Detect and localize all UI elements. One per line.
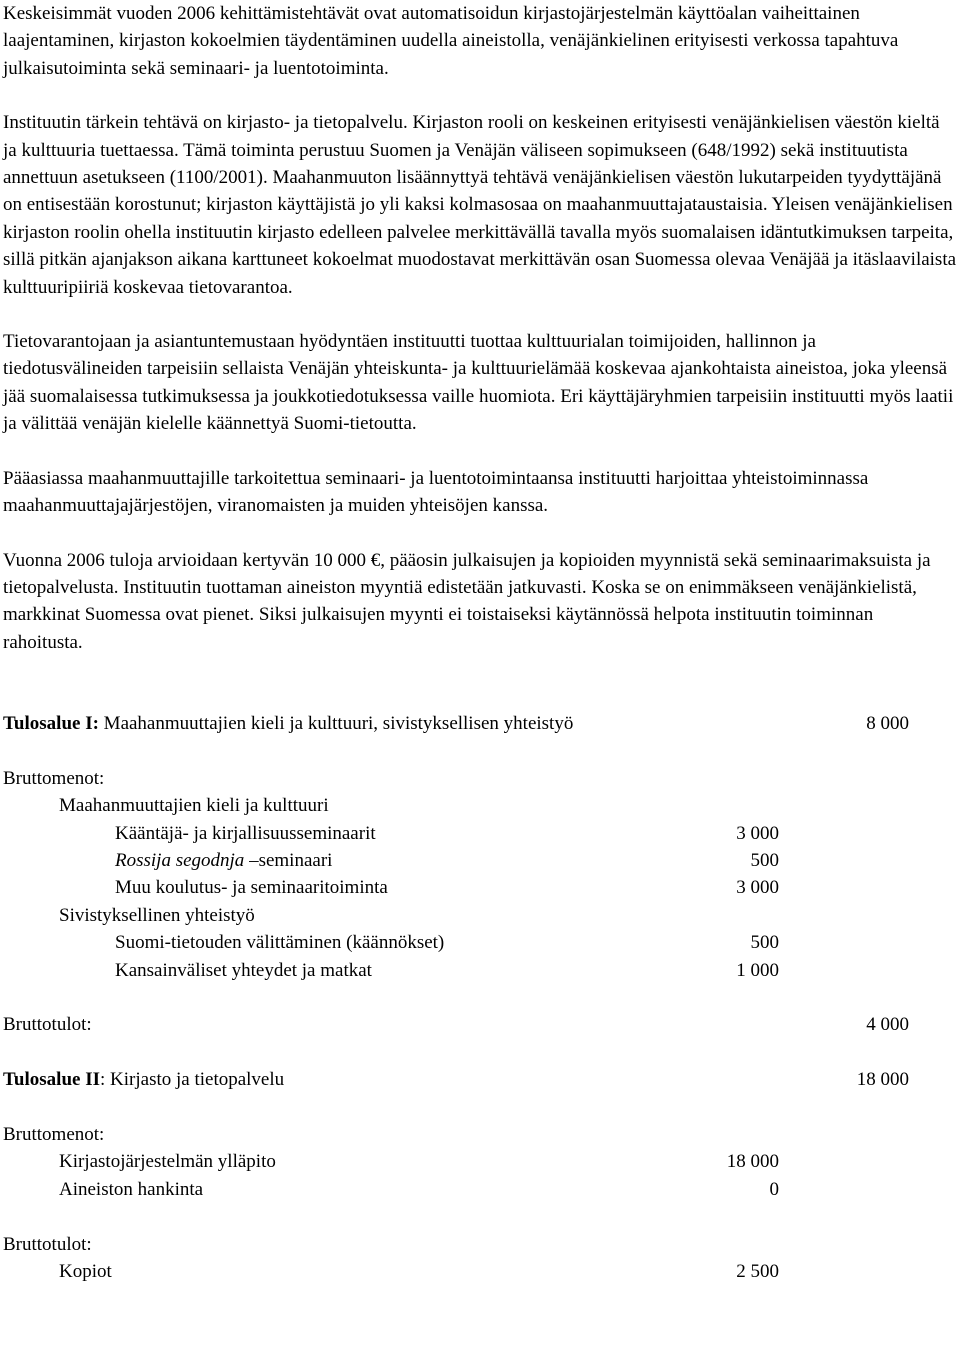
expense-row: [3, 1148, 957, 1175]
result-area-2-heading: [3, 1066, 957, 1093]
result-area-2-total: 18 000: [856, 1069, 909, 1091]
paragraph-library-role: Instituutin tärkein tehtävä on kirjasto- ja tietopalvelu. Kirjaston rooli on keskeinen erityisesti venäjänkielisen väestön kieltä ja kulttuuria tuettaessa. Tämä toiminta perustuu Suomen ja Venäjän väliseen sopimukseen (648/1992) sekä instituutista annettuun asetukseen (1100/2001). Maahanmuuton lisäännyttyä tehtävä venäjänkielisen väestön lukutarpeiden tyydyttäjänä on entisestään korostunut; kirjaston käyttäjistä jo yli kaksi kolmasosaa on maahanmuuttajataustaisia. Yleisen venäjänkielisen kirjaston roolin ohella instituutin kirjasto edelleen palvelee merkittävällä tavalla myös suomalaisen idäntutkimuksen tarpeita, sillä pitkän ajanjakson aikana karttuneet kokoelmat muodostavat merkittävän osan Suomessa olevaa Venäjää ja itäslaavilaista kulttuuripiiriä koskevaa tietovarantoa.: [3, 112, 957, 298]
paragraph-seminars: Pääasiassa maahanmuuttajille tarkoitettua seminaari- ja luentotoimintaansa instituutti harjoittaa yhteistoiminnassa maahanmuuttajajärjestöjen, viranomaisten ja muiden yhteisöjen kanssa.: [3, 467, 869, 517]
income-amount: 2 500: [736, 1260, 779, 1282]
income-total: 4 000: [866, 1014, 909, 1036]
expense-row: [3, 874, 957, 901]
expense-label: Suomi-tietouden välittäminen (käännökset): [115, 932, 445, 954]
expense-row: [3, 1176, 957, 1203]
expense-label: Aineiston hankinta: [59, 1178, 204, 1200]
result-area-2-income-label: Bruttotulot:: [3, 1233, 92, 1255]
expense-label: Kirjastojärjestelmän ylläpito: [59, 1151, 276, 1173]
paragraph-income: Vuonna 2006 tuloja arvioidaan kertyvän 10 000 €, pääosin julkaisujen ja kopioiden myynnistä sekä seminaarimaksuista ja tietopalvelusta. Instituutin tuottaman aineiston myyntiä edistetään jatkuvasti. Koska se on enimmäkseen venäjänkielistä, markkinat Suomessa ovat pienet. Siksi julkaisujen myynti ei toistaiseksi käytännössä helpota instituutin toiminnan rahoitusta.: [3, 549, 931, 653]
expense-row: [3, 929, 957, 956]
result-area-1-income: Bruttotulot: 4 000: [3, 1011, 957, 1038]
document-page: [3, 0, 957, 1285]
result-area-1-expenses-label: Bruttomenot:: [3, 767, 105, 789]
income-label: Kopiot: [59, 1260, 112, 1282]
result-area-2-title: Tulosalue II: Kirjasto ja tietopalvelu: [3, 1069, 285, 1091]
expense-label: Rossija segodnja –seminaari: [115, 850, 333, 872]
result-area-1-title: Tulosalue I: Maahanmuuttajien kieli ja kulttuuri, sivistyksellisen yhteistyö: [3, 713, 574, 735]
expense-label: Kansainväliset yhteydet ja matkat: [115, 959, 372, 981]
result-area-1-total: 8 000: [866, 713, 909, 735]
income-row: [3, 1258, 957, 1285]
expense-amount: 3 000: [736, 822, 779, 844]
expense-label: Kääntäjä- ja kirjallisuusseminaarit: [115, 822, 376, 844]
result-area-1-heading: [3, 710, 957, 737]
expense-amount: 500: [750, 932, 779, 954]
expense-amount: 3 000: [736, 877, 779, 899]
expense-amount: 1 000: [736, 959, 779, 981]
expense-amount: 500: [750, 850, 779, 872]
expense-label: Muu koulutus- ja seminaaritoiminta: [115, 877, 388, 899]
expense-group-cultural-cooperation: Sivistyksellinen yhteistyö: [59, 904, 255, 926]
budget-section: [3, 710, 957, 1285]
expense-row: [3, 957, 957, 984]
paragraph-development-tasks: Keskeisimmät vuoden 2006 kehittämistehtävät ovat automatisoidun kirjastojärjestelmän käyttöalan vaiheittainen laajentaminen, kirjaston kokoelmien täydentäminen uudella aineistolla, venäjänkielinen erityisesti verkossa tapahtuva julkaisutoiminta sekä seminaari- ja luentotoiminta.: [3, 3, 899, 79]
expense-group-immigrant-language: Maahanmuuttajien kieli ja kulttuuri: [59, 795, 329, 817]
expense-amount: 0: [769, 1178, 779, 1200]
expense-row: [3, 847, 957, 874]
paragraph-information-resources: Tietovarantojaan ja asiantuntemustaan hyödyntäen instituutti tuottaa kulttuurialan toimijoiden, hallinnon ja tiedotusvälineiden tarpeisiin sellaista Venäjän yhteiskunta- ja kulttuurielämää koskevaa ajankohtaista aineistoa, joka yleensä jää suomalaisessa tutkimuksessa ja joukkotiedotuksessa vaille huomiota. Eri käyttäjäryhmien tarpeisiin instituutti myös laatii ja välittää venäjän kielelle käännettyä Suomi-tietoutta.: [3, 331, 954, 435]
result-area-2-expenses-label: Bruttomenot:: [3, 1123, 105, 1145]
expense-amount: 18 000: [726, 1151, 779, 1173]
expense-row: [3, 820, 957, 847]
